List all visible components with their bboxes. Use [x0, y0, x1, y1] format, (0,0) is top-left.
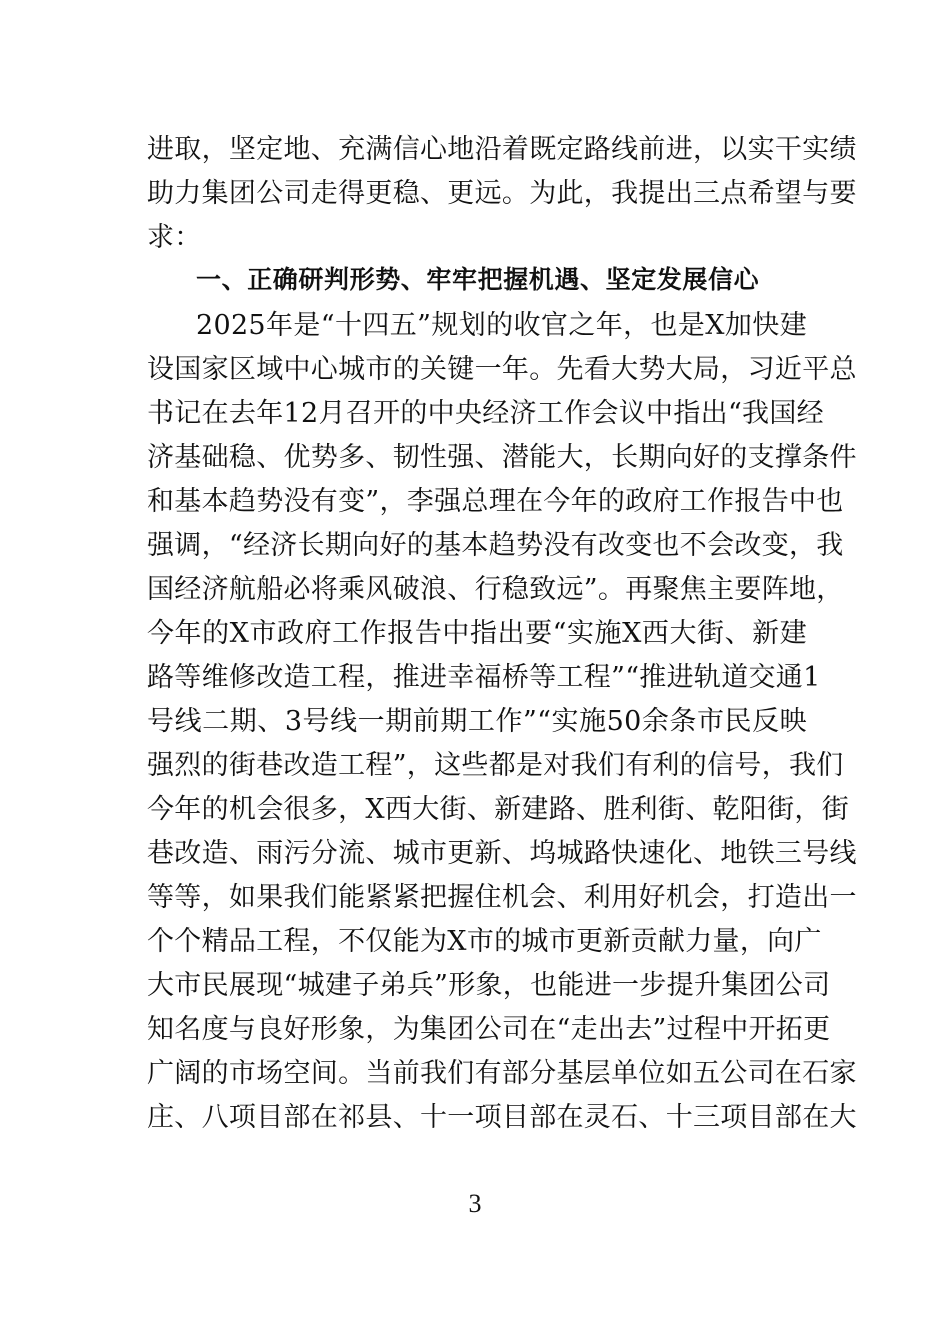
paragraph-line: 知名度与良好形象，为集团公司在“走出去”过程中开拓更: [147, 1014, 831, 1045]
paragraph-line: 强烈的街巷改造工程”，这些都是对我们有利的信号，我们: [147, 750, 844, 781]
paragraph-line: 今年的X市政府工作报告中指出要“实施X西大街、新建: [147, 618, 807, 649]
paragraph-line: 庄、八项目部在祁县、十一项目部在灵石、十三项目部在大: [147, 1102, 857, 1133]
text-line: 进取，坚定地、充满信心地沿着既定路线前进，以实干实绩: [147, 134, 857, 165]
paragraph-line: 个个精品工程，不仅能为X市的城市更新贡献力量，向广: [147, 926, 822, 957]
paragraph-line: 路等维修改造工程，推进幸福桥等工程”“推进轨道交通1: [147, 662, 821, 693]
paragraph-line: 2025年是“十四五”规划的收官之年，也是X加快建: [196, 310, 807, 341]
paragraph-line: 强调，“经济长期向好的基本趋势没有改变也不会改变，我: [147, 530, 844, 561]
paragraph-line: 设国家区域中心城市的关键一年。先看大势大局，习近平总: [147, 354, 857, 385]
paragraph-line: 济基础稳、优势多、韧性强、潜能大，长期向好的支撑条件: [147, 442, 857, 473]
paragraph-line: 和基本趋势没有变”，李强总理在今年的政府工作报告中也: [147, 486, 844, 517]
paragraph-line: 巷改造、雨污分流、城市更新、坞城路快速化、地铁三号线: [147, 838, 857, 869]
paragraph-line: 今年的机会很多，X西大街、新建路、胜利街、乾阳街，街: [147, 794, 850, 825]
paragraph-line: 广阔的市场空间。当前我们有部分基层单位如五公司在石家: [147, 1058, 857, 1089]
paragraph-line: 国经济航船必将乘风破浪、行稳致远”。再聚焦主要阵地，: [147, 574, 844, 605]
page-number: 3: [468, 1189, 482, 1218]
paragraph-line: 大市民展现“城建子弟兵”形象，也能进一步提升集团公司: [147, 970, 831, 1001]
paragraph-line: 书记在去年12月召开的中央经济工作会议中指出“我国经: [147, 398, 824, 429]
text-line: 求：: [147, 222, 202, 253]
paragraph-line: 等等，如果我们能紧紧把握住机会、利用好机会，打造出一: [147, 882, 857, 913]
section-heading: 一、正确研判形势、牢牢把握机遇、坚定发展信心: [196, 265, 760, 294]
text-line: 助力集团公司走得更稳、更远。为此，我提出三点希望与要: [147, 178, 857, 209]
paragraph-line: 号线二期、3号线一期前期工作”“实施50余条市民反映: [147, 706, 807, 737]
